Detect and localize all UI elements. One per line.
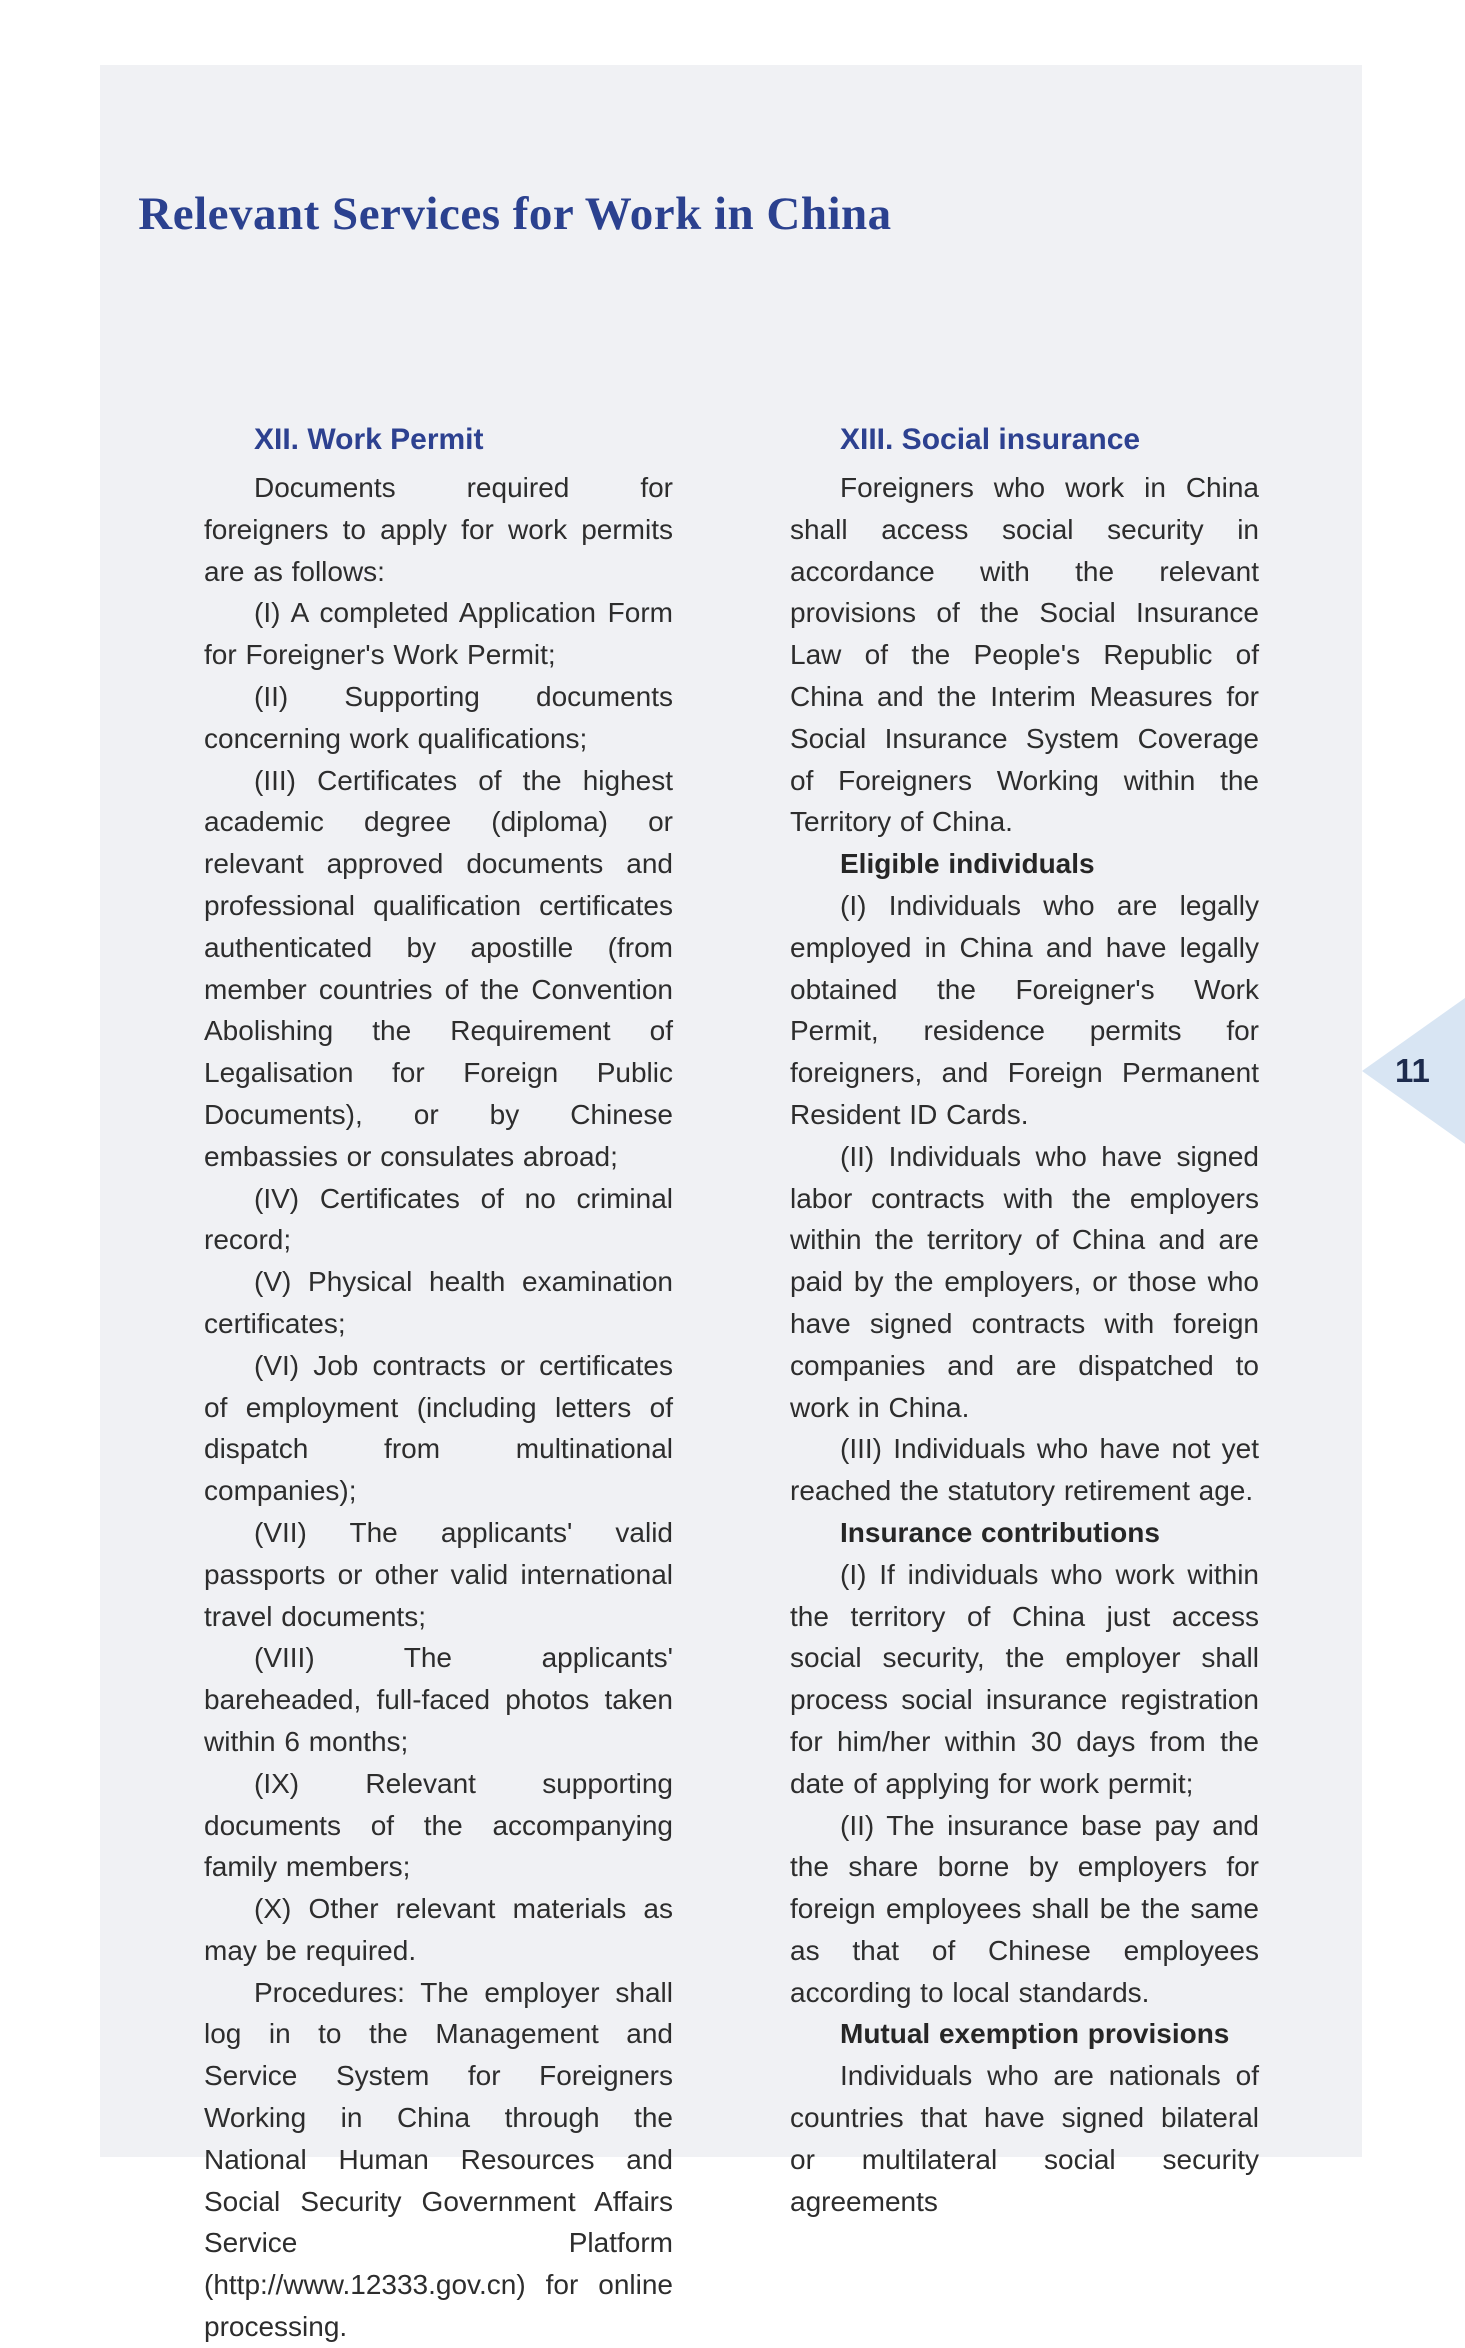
two-column-layout xyxy=(204,417,1259,2348)
paragraph-procedures: Procedures: The employer shall log in to the Management and Service System for Foreigners Working in China through the National Human Resources and Social Security Government Affairs Service Platform (http://www.12333.gov.cn) for online processing. xyxy=(204,1976,673,2343)
paragraph: (VIII) The applicants' bareheaded, full-faced photos taken within 6 months; xyxy=(204,1642,673,1757)
section-heading-work-permit: XII. Work Permit xyxy=(254,423,484,456)
page-number-tab xyxy=(1362,998,1465,1144)
paragraph: (IX) Relevant supporting documents of the accompanying family members; xyxy=(204,1767,673,1883)
paragraph: Individuals who are nationals of countries that have signed bilateral or multilateral social security agreements xyxy=(790,2060,1259,2217)
paragraph: (I) Individuals who are legally employed in China and have legally obtained the Foreigner's Work Permit, residence permits for foreigners, and Foreign Permanent Resident ID Cards. xyxy=(790,889,1259,1130)
paragraph: (IV) Certificates of no criminal record; xyxy=(204,1182,673,1256)
right-column xyxy=(790,417,1259,2348)
section-heading-social-insurance: XIII. Social insurance xyxy=(840,423,1141,456)
paragraph: (VI) Job contracts or certificates of employment (including letters of dispatch from multinational companies); xyxy=(204,1349,673,1507)
paragraph: (I) If individuals who work within the territory of China just access social security, the employer shall process social insurance registration for him/her within 30 days from the date of applying for work permit; xyxy=(790,1558,1259,1799)
subheading-eligible-individuals: Eligible individuals xyxy=(840,848,1095,880)
paragraph: (II) Supporting documents concerning work qualifications; xyxy=(204,680,673,754)
paragraph: (II) Individuals who have signed labor contracts with the employers within the territory of China and are paid by the employers, or those who have signed contracts with foreign companies and are dispatched to work in China. xyxy=(790,1140,1259,1423)
subheading-mutual-exemption-provisions: Mutual exemption provisions xyxy=(840,2018,1230,2050)
page-number: 11 xyxy=(1395,1052,1430,1089)
paragraph: (I) A completed Application Form for Foreigner's Work Permit; xyxy=(204,597,673,671)
subheading-insurance-contributions: Insurance contributions xyxy=(840,1516,1160,1548)
paragraph: (III) Individuals who have not yet reached the statutory retirement age. xyxy=(790,1433,1259,1507)
paragraph: (III) Certificates of the highest academic degree (diploma) or relevant approved documents and professional qualification certificates authenticated by apostille (from member countries of the Convention Abolishing the Requirement of Legalisation for Foreign Public Documents), or by Chinese embassies or consulates abroad; xyxy=(204,764,673,1172)
paragraph: (V) Physical health examination certificates; xyxy=(204,1266,673,1339)
document-page xyxy=(100,65,1362,2343)
left-column xyxy=(204,417,673,2348)
paragraph: (II) The insurance base pay and the share borne by employers for foreign employees shall be the same as that of Chinese employees according to local standards. xyxy=(790,1809,1259,2008)
paragraph: (VII) The applicants' valid passports or other valid international travel documents; xyxy=(204,1516,673,1632)
paragraph: Foreigners who work in China shall access social security in accordance with the relevant provisions of the Social Insurance Law of the People's Republic of China and the Interim Measures for Social Insurance System Coverage of Foreigners Working within the Territory of China. xyxy=(790,472,1259,838)
page-title: Relevant Services for Work in China xyxy=(138,188,892,240)
paragraph: (X) Other relevant materials as may be required. xyxy=(204,1893,673,1966)
paragraph: Documents required for foreigners to apply for work permits are as follows: xyxy=(204,472,673,587)
